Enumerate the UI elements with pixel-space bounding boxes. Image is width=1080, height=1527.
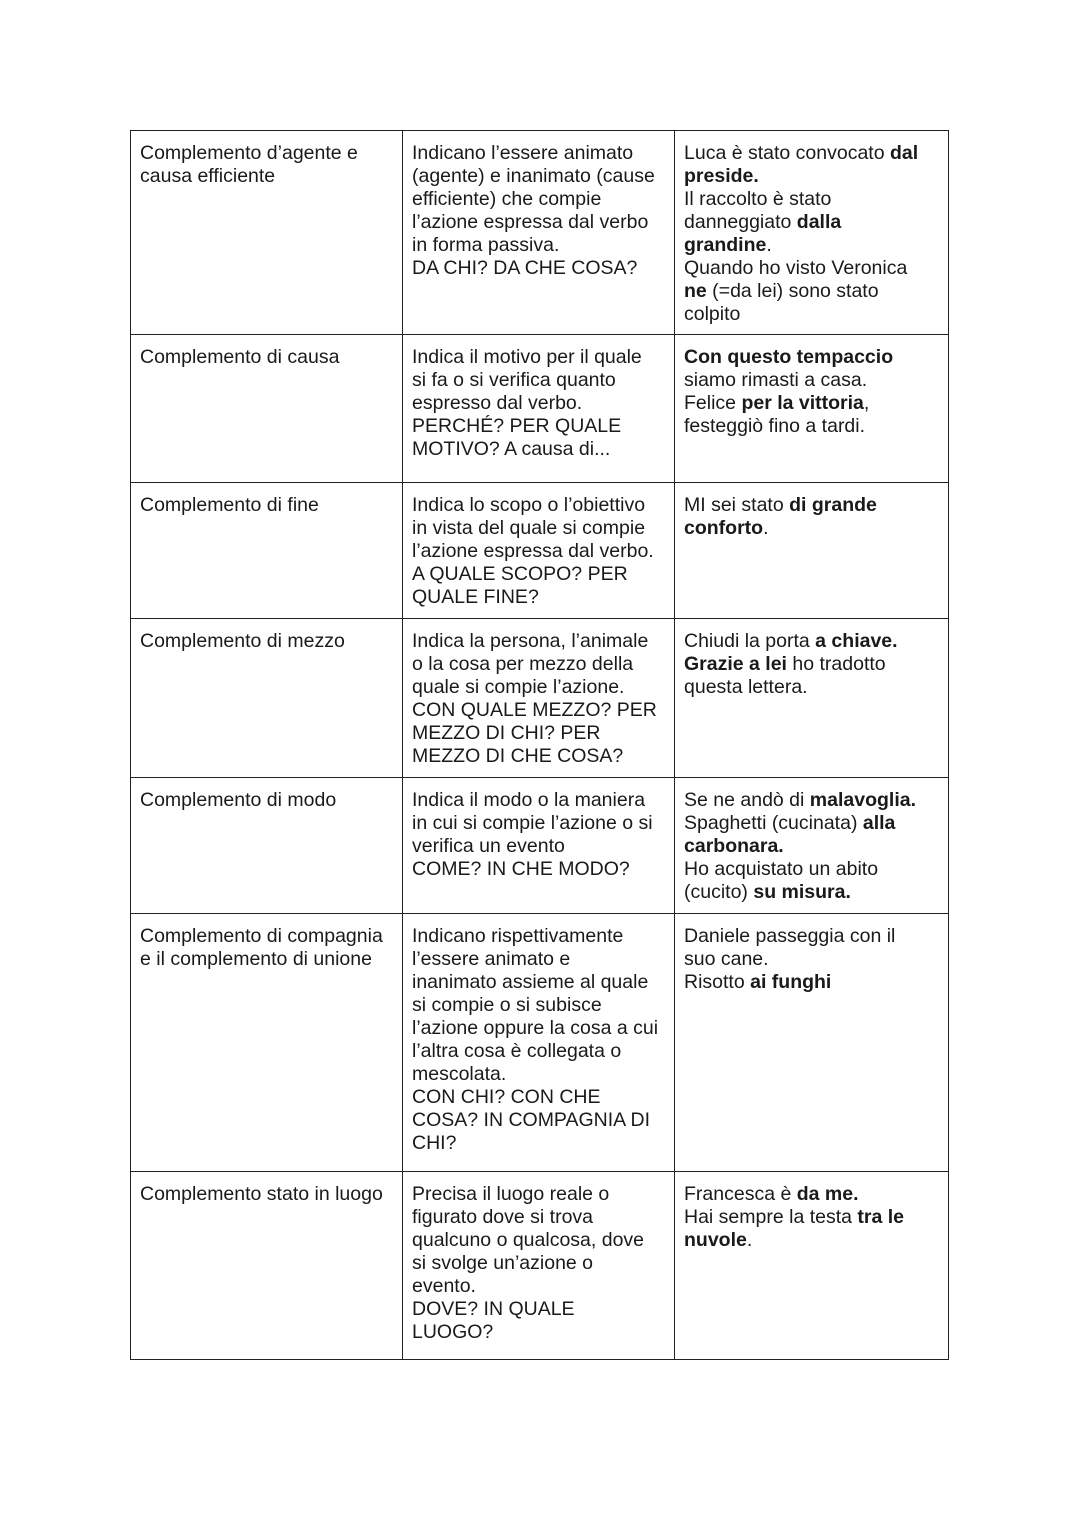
- example-text: Spaghetti (cucinata): [684, 812, 863, 834]
- complement-name-cell: [131, 914, 403, 1172]
- complement-name-cell: [131, 335, 403, 483]
- examples-cell: [675, 914, 949, 1172]
- examples-cell: [675, 335, 949, 483]
- description-line: in cui si compie l’azione o si: [412, 812, 653, 834]
- examples-cell: [675, 619, 949, 778]
- complement-name-line: Complemento di causa: [140, 346, 340, 368]
- example-line: [684, 653, 939, 676]
- example-line: [684, 948, 939, 971]
- description-line: quale si compie l’azione.: [412, 676, 625, 698]
- example-line: [684, 812, 939, 835]
- example-highlight: su misura.: [753, 881, 851, 903]
- example-line: [684, 971, 939, 994]
- example-text: Luca è stato convocato: [684, 142, 890, 164]
- example-highlight: carbonara.: [684, 835, 784, 857]
- description-line: DOVE? IN QUALE: [412, 1298, 575, 1320]
- description-line: Indica lo scopo o l’obiettivo: [412, 494, 646, 516]
- example-highlight: preside.: [684, 165, 759, 187]
- complement-name-cell: [131, 1172, 403, 1360]
- examples-cell: [675, 778, 949, 914]
- example-line: [684, 415, 939, 438]
- description-line: efficiente) che compie: [412, 188, 602, 210]
- complementi-table: [130, 130, 949, 1360]
- example-text: Chiudi la porta: [684, 630, 816, 652]
- example-highlight: grandine: [684, 234, 767, 256]
- example-highlight: Con questo tempaccio: [684, 346, 894, 368]
- complement-name-line: e il complemento di unione: [140, 948, 372, 970]
- example-highlight: a chiave.: [815, 630, 898, 652]
- table-row: [131, 483, 949, 619]
- complement-name-cell: [131, 619, 403, 778]
- example-line: [684, 676, 939, 699]
- example-line: [684, 165, 939, 188]
- description-line: qualcuno o qualcosa, dove: [412, 1229, 645, 1251]
- description-line: DA CHI? DA CHE COSA?: [412, 257, 638, 279]
- example-line: [684, 858, 939, 881]
- description-cell: [403, 131, 675, 335]
- example-highlight: Grazie a lei: [684, 653, 787, 675]
- description-cell: [403, 778, 675, 914]
- description-line: in forma passiva.: [412, 234, 560, 256]
- complement-name-line: Complemento di mezzo: [140, 630, 345, 652]
- example-line: [684, 257, 939, 280]
- example-highlight: dalla: [796, 211, 842, 233]
- example-line: [684, 211, 939, 234]
- complement-name-line: Complemento stato in luogo: [140, 1183, 383, 1205]
- example-text: (cucito): [684, 881, 754, 903]
- example-line: [684, 925, 939, 948]
- description-line: figurato dove si trova: [412, 1206, 594, 1228]
- description-cell: [403, 335, 675, 483]
- example-text: ,: [863, 392, 870, 414]
- example-text: MI sei stato: [684, 494, 790, 516]
- description-line: MEZZO DI CHI? PER: [412, 722, 601, 744]
- description-cell: [403, 914, 675, 1172]
- complement-name-line: Complemento di compagnia: [140, 925, 383, 947]
- example-text: Quando ho visto Veronica: [684, 257, 908, 279]
- example-highlight: alla: [862, 812, 896, 834]
- description-line: Precisa il luogo reale o: [412, 1183, 610, 1205]
- table-row: [131, 914, 949, 1172]
- example-text: .: [746, 1229, 753, 1251]
- description-line: MOTIVO? A causa di...: [412, 438, 611, 460]
- example-line: [684, 789, 939, 812]
- description-cell: [403, 619, 675, 778]
- description-line: A QUALE SCOPO? PER: [412, 563, 628, 585]
- example-line: [684, 494, 939, 517]
- description-line: Indicano l’essere animato: [412, 142, 634, 164]
- table-row: [131, 1172, 949, 1360]
- example-highlight: ne: [684, 280, 707, 302]
- example-text: (=da lei) sono stato: [706, 280, 879, 302]
- example-text: Hai sempre la testa: [684, 1206, 858, 1228]
- description-cell: [403, 483, 675, 619]
- description-line: MEZZO DI CHE COSA?: [412, 745, 624, 767]
- example-highlight: malavoglia.: [809, 789, 916, 811]
- description-line: CON QUALE MEZZO? PER: [412, 699, 657, 721]
- example-text: Ho acquistato un abito: [684, 858, 879, 880]
- complement-name-cell: [131, 778, 403, 914]
- example-line: [684, 188, 939, 211]
- description-line: Indica il modo o la maniera: [412, 789, 646, 811]
- description-line: PERCHÉ? PER QUALE: [412, 415, 622, 437]
- description-line: CON CHI? CON CHE: [412, 1086, 601, 1108]
- example-text: suo cane.: [684, 948, 769, 970]
- example-text: danneggiato: [684, 211, 797, 233]
- example-text: .: [763, 517, 769, 539]
- description-line: si fa o si verifica quanto: [412, 369, 616, 391]
- example-line: [684, 142, 939, 165]
- example-line: [684, 630, 939, 653]
- example-highlight: di grande: [789, 494, 877, 516]
- example-highlight: tra le: [857, 1206, 905, 1228]
- example-text: Se ne andò di: [684, 789, 810, 811]
- description-line: mescolata.: [412, 1063, 507, 1085]
- description-line: QUALE FINE?: [412, 586, 539, 608]
- complement-name-cell: [131, 483, 403, 619]
- example-text: Risotto: [684, 971, 751, 993]
- complement-name-cell: [131, 131, 403, 335]
- description-line: l’altra cosa è collegata o: [412, 1040, 622, 1062]
- examples-cell: [675, 1172, 949, 1360]
- complement-name-line: Complemento di fine: [140, 494, 319, 516]
- description-line: evento.: [412, 1275, 476, 1297]
- examples-cell: [675, 131, 949, 335]
- example-line: [684, 517, 939, 540]
- description-line: Indicano rispettivamente: [412, 925, 624, 947]
- description-line: Indica la persona, l’animale: [412, 630, 649, 652]
- example-line: [684, 280, 939, 303]
- description-line: COSA? IN COMPAGNIA DI: [412, 1109, 651, 1131]
- example-line: [684, 881, 939, 904]
- description-line: Indica il motivo per il quale: [412, 346, 642, 368]
- description-line: COME? IN CHE MODO?: [412, 858, 630, 880]
- description-line: espresso dal verbo.: [412, 392, 583, 414]
- complement-name-line: Complemento di modo: [140, 789, 337, 811]
- description-line: verifica un evento: [412, 835, 565, 857]
- description-line: inanimato assieme al quale: [412, 971, 649, 993]
- example-highlight: ai funghi: [750, 971, 832, 993]
- example-text: Daniele passeggia con il: [684, 925, 896, 947]
- example-text: Felice: [684, 392, 742, 414]
- description-line: LUOGO?: [412, 1321, 494, 1343]
- description-cell: [403, 1172, 675, 1360]
- example-highlight: dal: [889, 142, 919, 164]
- table-row: [131, 778, 949, 914]
- description-line: l’azione espressa dal verbo.: [412, 540, 654, 562]
- example-line: [684, 392, 939, 415]
- complement-name-line: Complemento d’agente e: [140, 142, 358, 164]
- description-line: l’essere animato e: [412, 948, 571, 970]
- example-line: [684, 369, 939, 392]
- description-line: si compie o si subisce: [412, 994, 602, 1016]
- complement-name-line: causa efficiente: [140, 165, 276, 187]
- example-line: [684, 835, 939, 858]
- example-text: siamo rimasti a casa.: [684, 369, 868, 391]
- examples-cell: [675, 483, 949, 619]
- table-row: [131, 619, 949, 778]
- description-line: l’azione oppure la cosa a cui: [412, 1017, 659, 1039]
- description-line: si svolge un’azione o: [412, 1252, 594, 1274]
- description-line: CHI?: [412, 1132, 457, 1154]
- table-row: [131, 131, 949, 335]
- example-highlight: nuvole: [684, 1229, 747, 1251]
- example-text: questa lettera.: [684, 676, 808, 698]
- example-highlight: conforto: [684, 517, 764, 539]
- example-highlight: da me.: [796, 1183, 859, 1205]
- example-line: [684, 1183, 939, 1206]
- description-line: (agente) e inanimato (cause: [412, 165, 655, 187]
- description-line: o la cosa per mezzo della: [412, 653, 634, 675]
- example-text: colpito: [684, 303, 741, 325]
- example-line: [684, 1229, 939, 1252]
- example-text: .: [766, 234, 772, 256]
- example-line: [684, 303, 939, 326]
- example-highlight: per la vittoria: [741, 392, 864, 414]
- table-body: [131, 131, 949, 1360]
- example-text: Il raccolto è stato: [684, 188, 832, 210]
- example-text: Francesca è: [684, 1183, 797, 1205]
- table-row: [131, 335, 949, 483]
- description-line: in vista del quale si compie: [412, 517, 646, 539]
- example-line: [684, 1206, 939, 1229]
- example-text: festeggiò fino a tardi.: [684, 415, 866, 437]
- description-line: l’azione espressa dal verbo: [412, 211, 649, 233]
- example-line: [684, 346, 939, 369]
- example-text: ho tradotto: [786, 653, 886, 675]
- example-line: [684, 234, 939, 257]
